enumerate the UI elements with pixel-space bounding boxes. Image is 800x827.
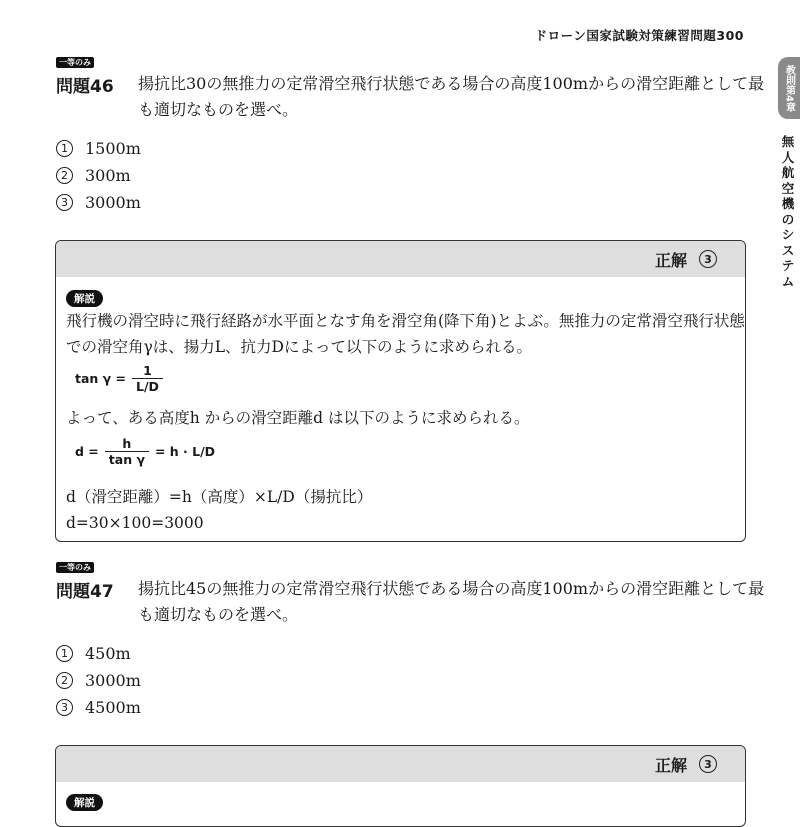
explanation-label: 解説 — [66, 290, 103, 307]
chapter-title: 無人航空機のシステム — [781, 134, 795, 289]
explanation-line: 飛行機の滑空時に飛行経路が水平面となす角を滑空角(降下角)とよぶ。無推力の定常滑空飛行状態 — [66, 312, 745, 330]
explanation-line: よって、ある高度h からの滑空距離d は以下のように求められる。 — [66, 409, 530, 427]
formula-lhs: d = — [75, 444, 99, 459]
question-text — [138, 71, 765, 123]
choice-mark: 1 — [56, 140, 73, 157]
choice-option[interactable] — [56, 193, 141, 212]
section-label: 教則第4章 — [783, 64, 795, 112]
answer-label: 正解 — [654, 250, 687, 270]
explanation-text — [66, 484, 738, 536]
answer-box — [55, 745, 746, 827]
formula-denominator: L/D — [132, 378, 163, 394]
choice-mark: 2 — [56, 672, 73, 689]
answer-header — [56, 241, 745, 277]
choice-option[interactable] — [56, 139, 141, 158]
choice-mark: 3 — [56, 194, 73, 211]
explanation-label: 解説 — [66, 794, 103, 811]
question-number: 問題46 — [56, 77, 114, 97]
book-title: ドローン国家試験対策練習問題300 — [534, 28, 744, 43]
question-text — [138, 576, 765, 628]
formula-numerator: 1 — [143, 363, 152, 378]
explanation-text — [66, 308, 745, 360]
formula-fraction — [132, 363, 163, 394]
question-text-line: 揚抗比30の無推力の定常滑空飛行状態である場合の高度100mからの滑空距離として最 — [138, 74, 765, 93]
explanation-line: d（滑空距離）=h（高度）×L/D（揚抗比） — [66, 488, 373, 506]
choice-text: 4500m — [85, 698, 141, 717]
choice-text: 1500m — [85, 139, 141, 158]
choice-mark: 2 — [56, 167, 73, 184]
question-number: 問題47 — [56, 582, 114, 602]
choice-text: 3000m — [85, 671, 141, 690]
answer-header — [56, 746, 745, 782]
formula-denominator: tan γ — [105, 451, 149, 467]
explanation-line: d=30×100=3000 — [66, 514, 204, 532]
answer-mark: 3 — [699, 755, 717, 773]
explanation-line: での滑空角γは、揚力L、抗力Dによって以下のように求められる。 — [66, 338, 532, 356]
question-text-line: 揚抗比45の無推力の定常滑空飛行状態である場合の高度100mからの滑空距離として最 — [138, 579, 765, 598]
choice-mark: 1 — [56, 645, 73, 662]
formula-numerator: h — [122, 436, 132, 451]
choice-text: 300m — [85, 166, 131, 185]
formula-glide-distance — [75, 436, 215, 467]
choice-text: 3000m — [85, 193, 141, 212]
choice-text: 450m — [85, 644, 131, 663]
formula-fraction — [105, 436, 149, 467]
formula-rhs: = h · L/D — [154, 444, 216, 459]
choice-option[interactable] — [56, 671, 141, 690]
question-text-line: も適切なものを選べ。 — [138, 605, 299, 624]
explanation-badge — [66, 287, 103, 307]
grade-badge: 一等のみ — [56, 57, 94, 68]
formula-glide-angle — [75, 363, 169, 394]
choice-option[interactable] — [56, 644, 131, 663]
choice-option[interactable] — [56, 166, 131, 185]
question-text-line: も適切なものを選べ。 — [138, 100, 299, 119]
section-tab — [778, 57, 800, 119]
explanation-badge — [66, 791, 103, 811]
choice-mark: 3 — [56, 699, 73, 716]
answer-mark: 3 — [699, 250, 717, 268]
formula-lhs: tan γ = — [75, 371, 127, 386]
answer-label: 正解 — [654, 755, 687, 775]
grade-badge: 一等のみ — [56, 562, 94, 573]
choice-option[interactable] — [56, 698, 141, 717]
